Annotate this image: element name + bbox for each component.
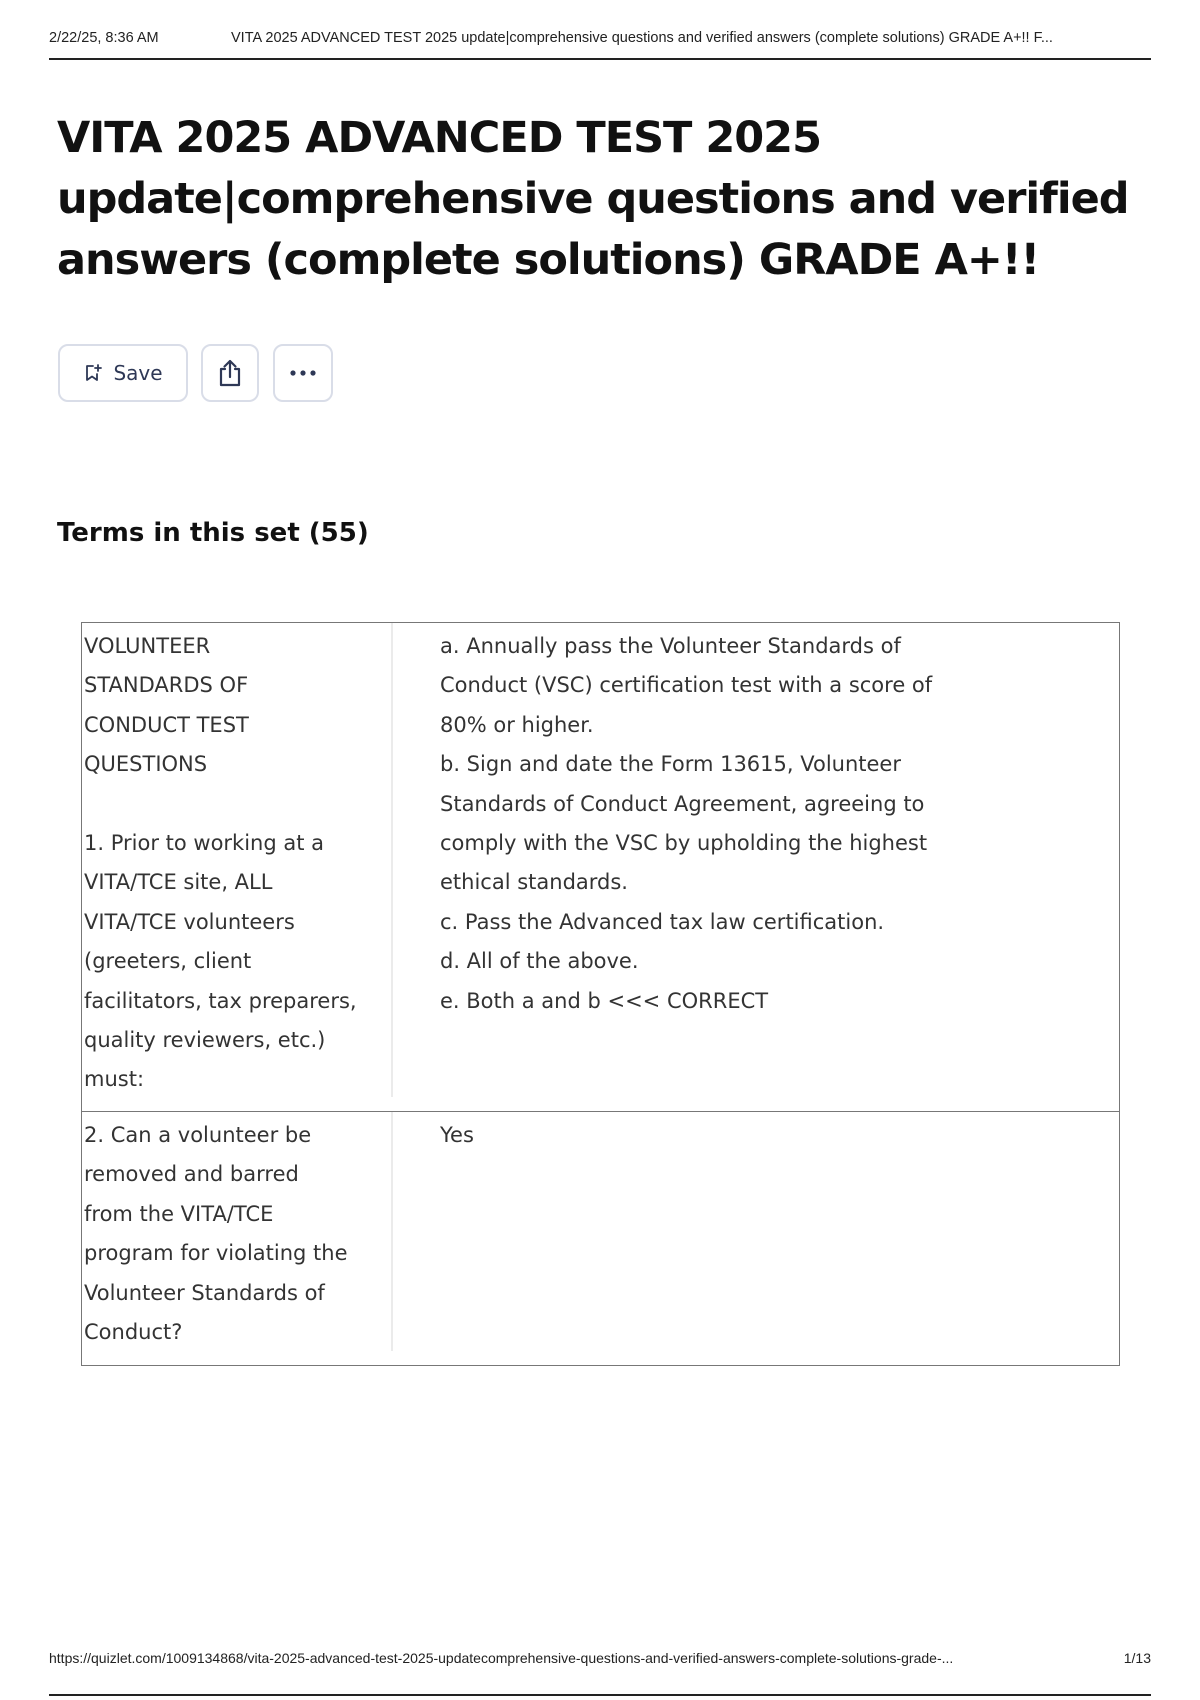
- page-title-line: answers (complete solutions) GRADE A+!!: [57, 235, 1040, 285]
- definition-line: e. Both a and b <<< CORRECT: [440, 988, 769, 1013]
- page-title-line: update|comprehensive questions and verified: [57, 174, 1129, 224]
- print-header: [49, 28, 1151, 60]
- definition-line: a. Annually pass the Volunteer Standards of: [440, 634, 901, 658]
- terms-table: [81, 622, 1120, 1366]
- term-spacer: [84, 785, 391, 824]
- print-datetime: 2/22/25, 8:36 AM: [49, 30, 159, 46]
- more-options-icon: [288, 369, 318, 377]
- term-line: VOLUNTEER: [84, 634, 211, 658]
- term-line: CONDUCT TEST: [84, 712, 249, 737]
- term-line: Volunteer Standards of: [84, 1280, 325, 1305]
- print-footer-url: https://quizlet.com/1009134868/vita-2025-advanced-test-2025-updatecomprehensive-questions-and-verified-answers-complete-solutions-grade-...: [49, 1650, 954, 1666]
- bookmark-plus-icon: [83, 363, 103, 383]
- definition-line: 80% or higher.: [440, 712, 594, 737]
- terms-heading: Terms in this set (55): [57, 518, 369, 548]
- definition-line: d. All of the above.: [440, 949, 639, 974]
- term-line: STANDARDS OF: [84, 673, 249, 698]
- term-line: facilitators, tax preparers,: [84, 988, 357, 1013]
- term-row: [82, 1111, 1119, 1365]
- share-button[interactable]: [201, 344, 259, 402]
- page-number: 1/13: [1123, 1650, 1151, 1666]
- term-cell: [82, 1112, 393, 1351]
- term-line: removed and barred: [84, 1162, 299, 1187]
- save-button-label: Save: [113, 361, 163, 385]
- term-line: Conduct?: [84, 1320, 183, 1345]
- definition-line: Conduct (VSC) certification test with a score of: [440, 673, 933, 698]
- page-title: [57, 108, 1157, 291]
- share-icon: [216, 358, 244, 388]
- term-cell: [82, 623, 393, 1097]
- term-line: VITA/TCE volunteers: [84, 909, 295, 934]
- more-options-button[interactable]: [273, 344, 333, 402]
- term-line: 2. Can a volunteer be: [84, 1123, 312, 1147]
- term-line: program for violating the: [84, 1241, 348, 1266]
- term-row: [82, 623, 1119, 1111]
- definition-line: c. Pass the Advanced tax law certification.: [440, 909, 885, 934]
- term-line: 1. Prior to working at a: [84, 831, 325, 856]
- term-line: VITA/TCE site, ALL: [84, 870, 273, 895]
- definition-line: Yes: [440, 1123, 474, 1147]
- save-button[interactable]: [58, 344, 188, 402]
- definition-line: ethical standards.: [440, 870, 628, 895]
- term-line: from the VITA/TCE: [84, 1201, 274, 1226]
- print-header-title: VITA 2025 ADVANCED TEST 2025 update|comprehensive questions and verified answers (complete solutions) GRADE A+!! F...: [231, 30, 1053, 46]
- definition-line: b. Sign and date the Form 13615, Volunteer: [440, 752, 901, 777]
- definition-line: comply with the VSC by upholding the highest: [440, 831, 928, 856]
- term-line: must:: [84, 1067, 145, 1092]
- definition-cell: [393, 1112, 1119, 1365]
- print-footer: [49, 1648, 1151, 1696]
- definition-cell: [393, 623, 1119, 1111]
- term-line: (greeters, client: [84, 949, 252, 974]
- term-line: quality reviewers, etc.): [84, 1028, 326, 1053]
- term-line: QUESTIONS: [84, 752, 208, 777]
- page-title-line: VITA 2025 ADVANCED TEST 2025: [57, 113, 822, 163]
- definition-line: Standards of Conduct Agreement, agreeing to: [440, 791, 925, 816]
